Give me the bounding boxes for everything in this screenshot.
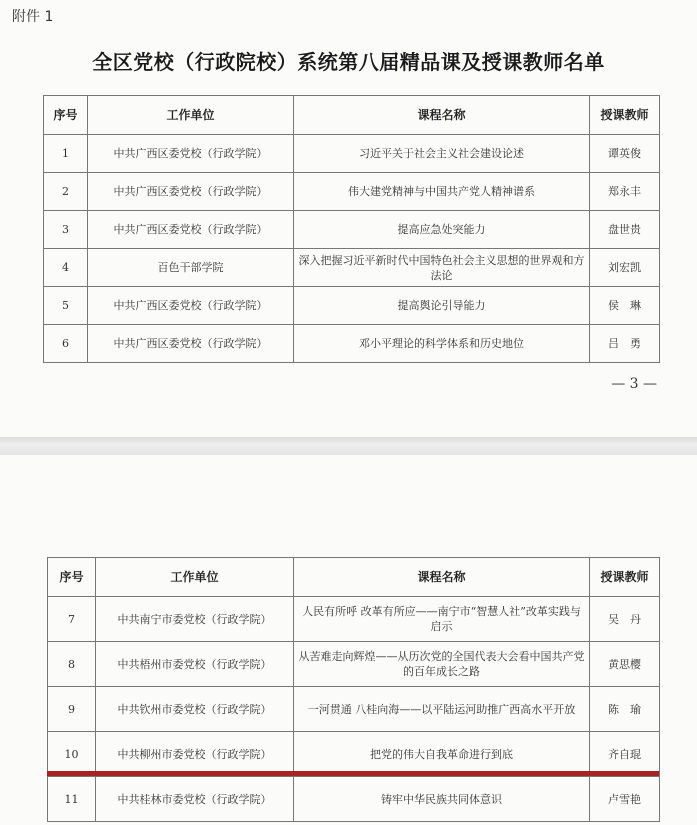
cell-no: 2 (44, 173, 88, 211)
cell-teacher: 卢雪艳 (590, 777, 660, 822)
course-table-page1 (43, 95, 660, 363)
table-row (44, 135, 660, 173)
cell-unit: 中共广西区委党校（行政学院） (88, 135, 294, 173)
header-course: 课程名称 (294, 558, 590, 597)
cell-teacher: 郑永丰 (590, 173, 660, 211)
cell-unit: 中共梧州市委党校（行政学院） (96, 642, 294, 687)
cell-course: 人民有所呼 改革有所应——南宁市“智慧人社”改革实践与启示 (294, 597, 590, 642)
cell-course: 深入把握习近平新时代中国特色社会主义思想的世界观和方法论 (294, 249, 590, 287)
table-header-row (48, 558, 660, 597)
cell-unit: 中共桂林市委党校（行政学院） (96, 777, 294, 822)
cell-unit: 中共柳州市委党校（行政学院） (96, 732, 294, 777)
table-row (44, 249, 660, 287)
course-table-page2 (47, 557, 660, 822)
cell-teacher: 齐自琨 (590, 732, 660, 777)
table-row (48, 732, 660, 777)
page-number: — 3 — (611, 376, 657, 392)
cell-no: 9 (48, 687, 96, 732)
header-course: 课程名称 (294, 96, 590, 135)
table-header-row (44, 96, 660, 135)
cell-no: 8 (48, 642, 96, 687)
cell-course: 把党的伟大自我革命进行到底 (294, 732, 590, 777)
cell-unit: 百色干部学院 (88, 249, 294, 287)
cell-no: 4 (44, 249, 88, 287)
cell-course: 邓小平理论的科学体系和历史地位 (294, 325, 590, 363)
table-row (48, 642, 660, 687)
table-row (44, 287, 660, 325)
table-row (48, 597, 660, 642)
cell-no: 6 (44, 325, 88, 363)
cell-no: 5 (44, 287, 88, 325)
header-no: 序号 (44, 96, 88, 135)
cell-teacher: 刘宏凯 (590, 249, 660, 287)
cell-course: 一河贯通 八桂向海——以平陆运河助推广西高水平开放 (294, 687, 590, 732)
cell-unit: 中共广西区委党校（行政学院） (88, 173, 294, 211)
table-row (44, 325, 660, 363)
red-highlight-line (47, 771, 659, 776)
cell-teacher: 谭英俊 (590, 135, 660, 173)
cell-course: 习近平关于社会主义社会建设论述 (294, 135, 590, 173)
document-title: 全区党校（行政院校）系统第八届精品课及授课教师名单 (92, 50, 605, 74)
header-unit: 工作单位 (96, 558, 294, 597)
cell-course: 伟大建党精神与中国共产党人精神谱系 (294, 173, 590, 211)
cell-teacher: 侯 琳 (590, 287, 660, 325)
page-gap (0, 437, 697, 455)
header-no: 序号 (48, 558, 96, 597)
cell-course: 提高应急处突能力 (294, 211, 590, 249)
cell-no: 1 (44, 135, 88, 173)
cell-unit: 中共广西区委党校（行政学院） (88, 211, 294, 249)
table-row (48, 687, 660, 732)
cell-no: 7 (48, 597, 96, 642)
cell-unit: 中共广西区委党校（行政学院） (88, 325, 294, 363)
cell-teacher: 盘世贵 (590, 211, 660, 249)
table-row (48, 777, 660, 822)
attachment-label: 附件 1 (12, 9, 54, 25)
cell-course: 提高舆论引导能力 (294, 287, 590, 325)
cell-no: 11 (48, 777, 96, 822)
cell-course: 铸牢中华民族共同体意识 (294, 777, 590, 822)
cell-teacher: 陈 瑜 (590, 687, 660, 732)
header-unit: 工作单位 (88, 96, 294, 135)
cell-course: 从苦难走向辉煌——从历次党的全国代表大会看中国共产党的百年成长之路 (294, 642, 590, 687)
cell-unit: 中共南宁市委党校（行政学院） (96, 597, 294, 642)
header-teacher: 授课教师 (590, 96, 660, 135)
cell-unit: 中共钦州市委党校（行政学院） (96, 687, 294, 732)
cell-teacher: 吕 勇 (590, 325, 660, 363)
cell-no: 3 (44, 211, 88, 249)
table-row (44, 211, 660, 249)
cell-no: 10 (48, 732, 96, 777)
header-teacher: 授课教师 (590, 558, 660, 597)
cell-teacher: 黄思樱 (590, 642, 660, 687)
table-row (44, 173, 660, 211)
cell-unit: 中共广西区委党校（行政学院） (88, 287, 294, 325)
cell-teacher: 吴 丹 (590, 597, 660, 642)
